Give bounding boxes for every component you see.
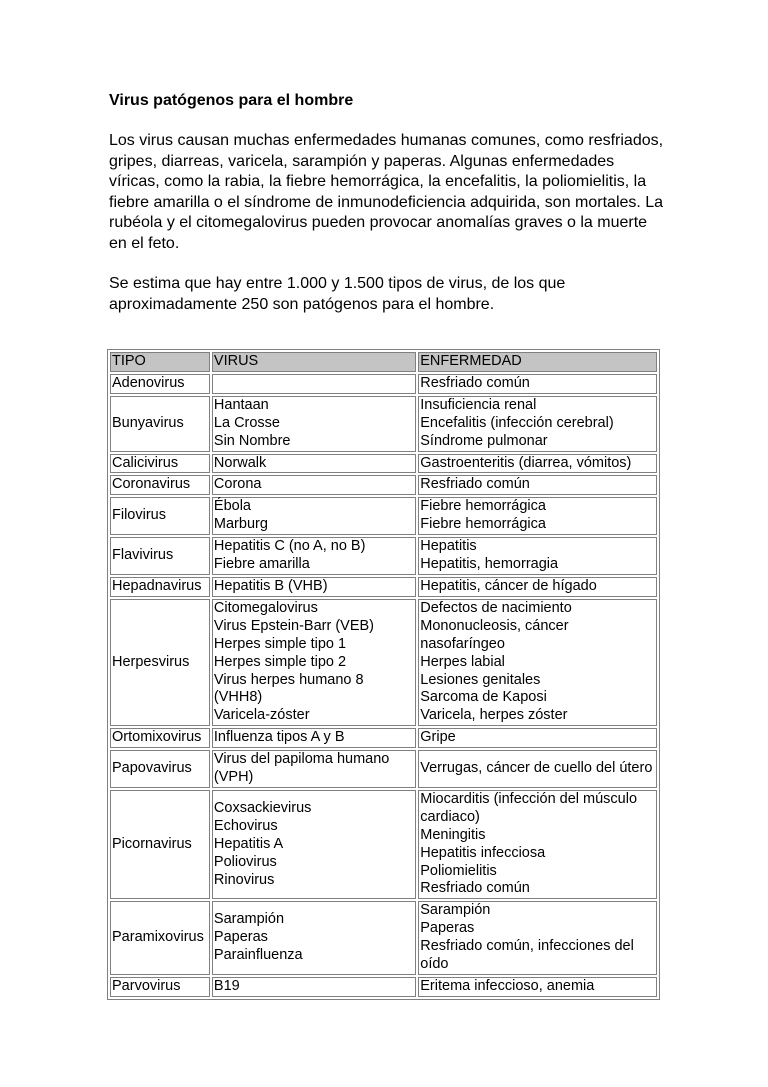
virus-name: Hepatitis C (no A, no B) [213, 538, 366, 555]
cell-tipo: Ortomixovirus [110, 728, 210, 748]
virus-name: Hepatitis A [213, 835, 284, 852]
disease-name: Lesiones genitales [420, 671, 541, 688]
disease-name: Mononucleosis, cáncer nasofaríngeo [420, 617, 569, 652]
document-page [109, 88, 669, 335]
virus-name: Virus Epstein-Barr (VEB) [213, 617, 374, 634]
disease-name: Hepatitis, hemorragia [420, 556, 559, 573]
virus-name: Echovirus [213, 817, 278, 834]
cell-virus [212, 396, 416, 452]
disease-name: Insuficiencia renal [420, 396, 537, 413]
disease-name: Varicela, herpes zóster [420, 707, 568, 724]
disease-name: Hepatitis, cáncer de hígado [420, 577, 597, 594]
cell-tipo: Parvovirus [110, 977, 210, 997]
cell-enfermedad [418, 577, 657, 597]
virus-name: Corona [213, 476, 262, 493]
cell-virus [212, 750, 416, 788]
virus-name: Parainfluenza [213, 947, 303, 964]
cell-tipo: Filovirus [110, 497, 210, 535]
cell-enfermedad [418, 977, 657, 997]
disease-name: Hepatitis [420, 538, 477, 555]
disease-name: Sarampión [420, 902, 491, 919]
cell-enfermedad [418, 497, 657, 535]
count-paragraph: Se estima que hay entre 1.000 y 1.500 tipos de virus, de los que aproximadamente 250 son patógenos para el hombre. [109, 275, 566, 313]
disease-name: Eritema infeccioso, anemia [420, 978, 595, 994]
cell-virus [212, 537, 416, 575]
cell-tipo: Calicivirus [110, 454, 210, 474]
disease-name: Resfriado común [420, 476, 530, 493]
disease-name: Encefalitis (infección cerebral) [420, 414, 614, 431]
cell-virus [212, 374, 416, 394]
virus-name: Paperas [213, 929, 268, 946]
cell-virus [212, 790, 416, 899]
disease-name: Verrugas, cáncer de cuello del útero [420, 760, 653, 777]
table-body [110, 374, 657, 997]
cell-enfermedad [418, 790, 657, 899]
disease-name: Resfriado común, infecciones del oído [420, 938, 634, 973]
disease-name: Miocarditis (infección del músculo cardiaco) [420, 790, 638, 825]
cell-enfermedad [418, 475, 657, 495]
table-row [110, 977, 657, 997]
cell-virus [212, 454, 416, 474]
virus-name: Fiebre amarilla [213, 556, 310, 573]
cell-tipo: Coronavirus [110, 475, 210, 495]
page-title: Virus patógenos para el hombre [109, 92, 354, 109]
table-row [110, 454, 657, 474]
disease-name: Fiebre hemorrágica [420, 498, 546, 515]
cell-tipo: Papovavirus [110, 750, 210, 788]
cell-tipo: Bunyavirus [110, 396, 210, 452]
disease-name: Resfriado común [420, 880, 530, 897]
cell-enfermedad [418, 454, 657, 474]
cell-virus [212, 977, 416, 997]
table-row [110, 374, 657, 394]
cell-tipo: Paramixovirus [110, 901, 210, 975]
virus-name: Hantaan [213, 396, 269, 413]
table-row [110, 475, 657, 495]
table-row [110, 577, 657, 597]
disease-name: Fiebre hemorrágica [420, 516, 546, 533]
virus-name: La Crosse [213, 414, 280, 431]
cell-enfermedad [418, 537, 657, 575]
disease-name: Síndrome pulmonar [420, 432, 548, 449]
virus-name: Varicela-zóster [213, 707, 310, 724]
disease-name: Resfriado común [420, 374, 530, 391]
cell-virus [212, 599, 416, 726]
disease-name: Hepatitis infecciosa [420, 844, 546, 861]
virus-name: Herpes simple tipo 1 [213, 635, 347, 652]
cell-enfermedad [418, 396, 657, 452]
header-virus: VIRUS [212, 352, 416, 372]
virus-name: Rinovirus [213, 871, 275, 888]
cell-enfermedad [418, 599, 657, 726]
virus-name: Poliovirus [213, 853, 277, 870]
cell-enfermedad [418, 750, 657, 788]
disease-name: Defectos de nacimiento [420, 599, 572, 616]
virus-name: Virus herpes humano 8 (VHH8) [213, 671, 364, 706]
virus-name: Sarampión [213, 911, 285, 928]
virus-name: Coxsackievirus [213, 799, 312, 816]
disease-name: Sarcoma de Kaposi [420, 689, 547, 706]
cell-virus [212, 497, 416, 535]
header-enfermedad: ENFERMEDAD [418, 352, 657, 372]
cell-virus [212, 901, 416, 975]
disease-name: Paperas [420, 920, 475, 937]
table-row [110, 599, 657, 726]
cell-virus [212, 577, 416, 597]
disease-name: Gastroenteritis (diarrea, vómitos) [420, 454, 632, 471]
cell-tipo: Picornavirus [110, 790, 210, 899]
cell-enfermedad [418, 374, 657, 394]
cell-enfermedad [418, 901, 657, 975]
cell-tipo: Adenovirus [110, 374, 210, 394]
table-row [110, 750, 657, 788]
intro-paragraph: Los virus causan muchas enfermedades humanas comunes, como resfriados, gripes, diarreas, varicela, sarampión y paperas. Algunas enfermedades víricas, como la rabia, la fiebre hemorrágica, la encefalitis, la poliomielitis, la fiebre amarilla o el síndrome de inmunodeficiencia adquirida, son mortales. La rubéola y el citomegalovirus pueden provocar anomalías graves o la muerte en el feto. [109, 132, 664, 252]
header-tipo: TIPO [110, 352, 210, 372]
cell-virus [212, 728, 416, 748]
table-row [110, 396, 657, 452]
virus-name: Norwalk [213, 454, 267, 471]
cell-tipo: Hepadnavirus [110, 577, 210, 597]
table-row [110, 497, 657, 535]
table-header-row [110, 352, 657, 372]
virus-name: B19 [213, 978, 240, 994]
disease-name: Herpes labial [420, 653, 505, 670]
cell-tipo: Herpesvirus [110, 599, 210, 726]
table-row [110, 537, 657, 575]
table-row [110, 728, 657, 748]
disease-name: Meningitis [420, 826, 486, 843]
virus-table [107, 349, 660, 1000]
virus-name: Ébola [213, 498, 251, 515]
virus-name: Hepatitis B (VHB) [213, 577, 328, 594]
virus-name: Influenza tipos A y B [213, 729, 345, 746]
virus-name: Sin Nombre [213, 432, 291, 449]
cell-tipo: Flavivirus [110, 537, 210, 575]
disease-name: Gripe [420, 729, 456, 746]
cell-enfermedad [418, 728, 657, 748]
cell-virus [212, 475, 416, 495]
disease-name: Poliomielitis [420, 862, 497, 879]
table-row [110, 901, 657, 975]
virus-name: Citomegalovirus [213, 599, 318, 616]
virus-name: Marburg [213, 516, 268, 533]
virus-name: Virus del papiloma humano (VPH) [213, 751, 390, 786]
table-row [110, 790, 657, 899]
virus-name: Herpes simple tipo 2 [213, 653, 347, 670]
